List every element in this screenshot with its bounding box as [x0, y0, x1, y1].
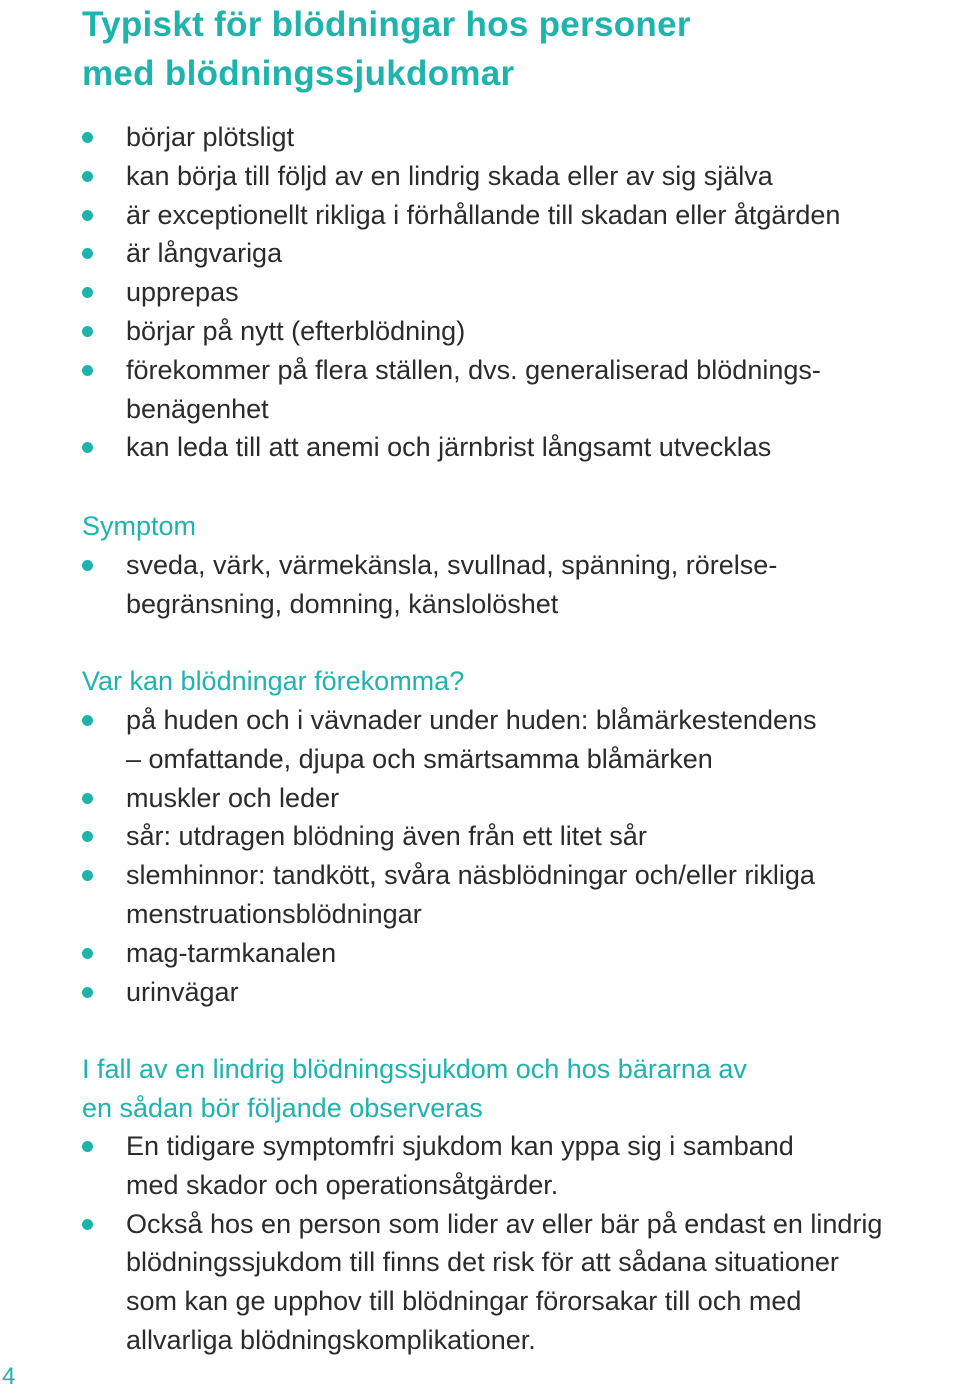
list-item-text: är exceptionellt rikliga i förhållande till skadan eller åtgärden	[126, 199, 841, 230]
list-item	[82, 856, 960, 934]
typical-bleeding-list	[82, 118, 960, 467]
list-item-text: sveda, värk, värmekänsla, svullnad, spänning, rörelse-	[126, 550, 778, 580]
page-title-line-2: med blödningssjukdomar	[82, 54, 515, 93]
list-item	[82, 1127, 960, 1205]
list-item-text: menstruationsblödningar	[126, 898, 422, 929]
page-number: 4	[2, 1363, 16, 1390]
locations-heading-text: Var kan blödningar förekomma?	[82, 666, 465, 696]
list-item-text: börjar på nytt (efterblödning)	[126, 315, 466, 346]
list-item	[82, 273, 960, 312]
list-item-text: kan börja till följd av en lindrig skada eller av sig själva	[126, 160, 773, 191]
list-item-text: mag-tarmkanalen	[126, 937, 337, 968]
list-item-text: – omfattande, djupa och smärtsamma blåmärken	[126, 743, 713, 774]
mild-disease-list	[82, 1127, 960, 1360]
list-item	[82, 779, 960, 818]
list-item	[82, 351, 960, 429]
list-item-text: kan leda till att anemi och järnbrist långsamt utvecklas	[126, 432, 772, 463]
list-item-text: urinvägar	[126, 976, 239, 1007]
list-item-text: benägenhet	[126, 393, 269, 424]
list-item	[82, 428, 960, 467]
list-item-text: upprepas	[126, 277, 239, 308]
list-item	[82, 934, 960, 973]
locations-heading	[82, 662, 464, 701]
list-item-text: blödningssjukdom till finns det risk för att sådana situationer	[126, 1247, 839, 1278]
list-item	[82, 973, 960, 1012]
symptom-heading-text: Symptom	[82, 511, 197, 541]
list-item	[82, 157, 960, 196]
list-item	[82, 817, 960, 856]
list-item-text: börjar plötsligt	[126, 122, 295, 152]
list-item	[82, 312, 960, 351]
mild-disease-heading-line-2: en sådan bör följande observeras	[82, 1092, 483, 1123]
list-item	[82, 1205, 960, 1360]
list-item	[82, 196, 960, 235]
list-item-text: med skador och operationsåtgärder.	[126, 1169, 559, 1200]
page-title	[82, 0, 691, 98]
mild-disease-heading-line-1: I fall av en lindrig blödningssjukdom och hos bärarna av	[82, 1054, 747, 1084]
symptom-list	[82, 546, 960, 624]
locations-list	[82, 701, 960, 1011]
list-item-text: slemhinnor: tandkött, svåra näsblödningar och/eller rikliga	[126, 860, 815, 891]
page-title-line-1: Typiskt för blödningar hos personer	[82, 5, 691, 44]
list-item-text: Också hos en person som lider av eller bär på endast en lindrig	[126, 1208, 883, 1239]
list-item	[82, 234, 960, 273]
list-item	[82, 701, 960, 779]
list-item	[82, 118, 960, 157]
list-item-text: begränsning, domning, känslolöshet	[126, 588, 559, 619]
list-item-text: allvarliga blödningskomplikationer.	[126, 1324, 536, 1355]
list-item-text: förekommer på flera ställen, dvs. generaliserad blödnings-	[126, 354, 821, 385]
list-item-text: muskler och leder	[126, 782, 340, 813]
list-item-text: En tidigare symptomfri sjukdom kan yppa sig i samband	[126, 1131, 794, 1161]
list-item-text: sår: utdragen blödning även från ett litet sår	[126, 821, 647, 852]
list-item-text: på huden och i vävnader under huden: blåmärkestendens	[126, 705, 817, 735]
symptom-heading	[82, 507, 196, 546]
list-item-text: som kan ge upphov till blödningar förorsakar till och med	[126, 1286, 802, 1317]
list-item-text: är långvariga	[126, 238, 283, 269]
mild-disease-heading	[82, 1050, 747, 1128]
list-item	[82, 546, 960, 624]
